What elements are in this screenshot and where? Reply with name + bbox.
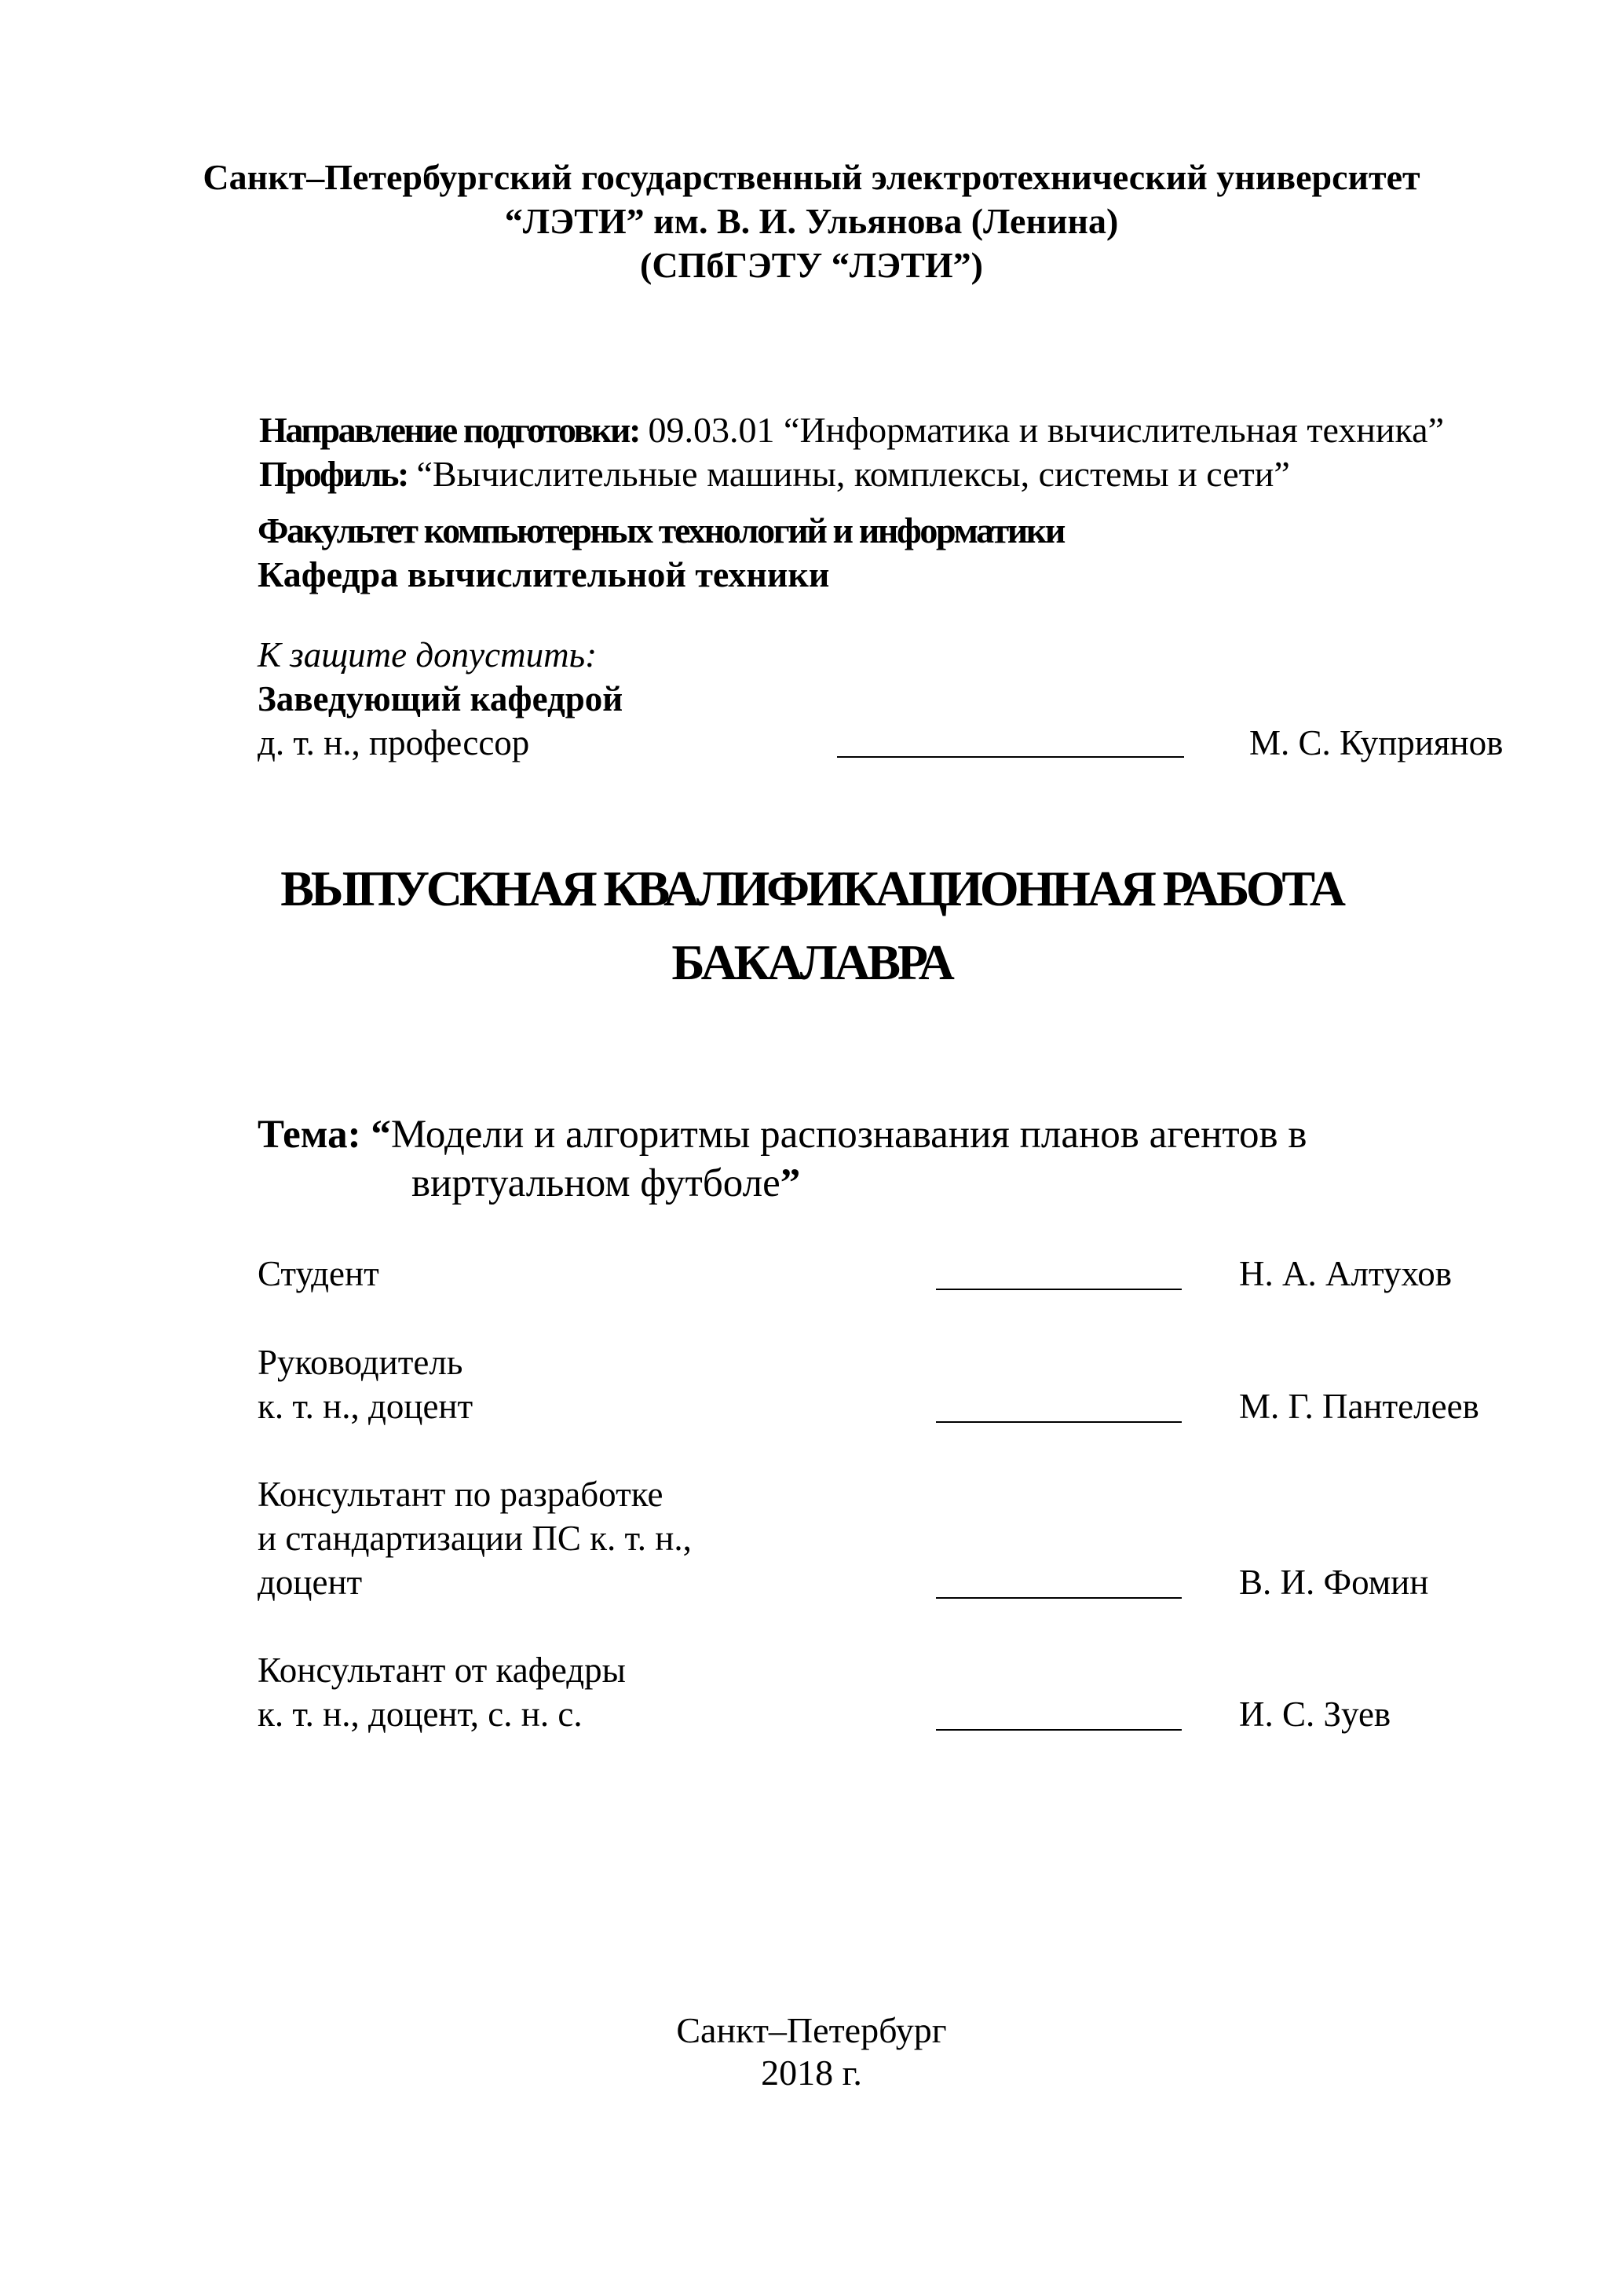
head-signature-line	[837, 756, 1184, 758]
admit-label: К защите допустить:	[258, 635, 598, 675]
work-title-line2: БАКАЛАВРА	[671, 934, 952, 990]
topic-open-quote: “	[360, 1113, 391, 1157]
student-name: Н. А. Алтухов	[1239, 1254, 1453, 1293]
supervisor-signature-line	[936, 1421, 1182, 1423]
consultant2-role: Консультант от кафедры	[258, 1651, 626, 1690]
direction-value: 09.03.01 “Информатика и вычислительная техника”	[639, 410, 1444, 450]
university-abbr: (СПбГЭТУ “ЛЭТИ”)	[640, 245, 983, 285]
student-role: Студент	[258, 1254, 379, 1293]
direction-line	[259, 412, 1444, 448]
topic-label: Тема:	[258, 1113, 361, 1157]
footer-year: 2018 г.	[761, 2053, 862, 2093]
consultant1-signature-line	[936, 1597, 1182, 1599]
consultant1-role: Консультант по разработке	[258, 1475, 663, 1514]
department-name: Кафедра вычислительной техники	[258, 554, 830, 594]
consultant2-degree: к. т. н., доцент, с. н. с.	[258, 1695, 583, 1734]
topic-line2	[411, 1161, 801, 1205]
footer-city: Санкт–Петербург	[676, 2010, 947, 2050]
university-name: Санкт–Петербургский государственный электротехнический университет	[203, 157, 1420, 197]
topic-line1	[258, 1115, 1307, 1155]
direction-label: Направление подготовки:	[259, 410, 640, 450]
consultant1-name: В. И. Фомин	[1239, 1563, 1429, 1602]
topic-close-quote: ”	[780, 1161, 801, 1205]
profile-label: Профиль:	[259, 454, 408, 494]
supervisor-degree: к. т. н., доцент	[258, 1387, 473, 1426]
head-name: М. С. Куприянов	[1249, 723, 1504, 762]
profile-value: “Вычислительные машины, комплексы, системы и сети”	[407, 454, 1290, 494]
topic-text-line2: виртуальном футболе	[411, 1161, 780, 1205]
head-title: Заведующий кафедрой	[258, 679, 623, 718]
supervisor-name: М. Г. Пантелеев	[1239, 1387, 1479, 1426]
student-signature-line	[936, 1289, 1182, 1290]
topic-text-line1: Модели и алгоритмы распознавания планов агентов в	[390, 1113, 1307, 1157]
consultant1-role-cont: и стандартизации ПС к. т. н.,	[258, 1519, 692, 1558]
work-title-line1: ВЫПУСКНАЯ КВАЛИФИКАЦИОННАЯ РАБОТА	[280, 861, 1343, 916]
head-degree: д. т. н., профессор	[258, 723, 530, 762]
supervisor-role: Руководитель	[258, 1343, 463, 1382]
consultant2-signature-line	[936, 1729, 1182, 1731]
profile-line	[259, 456, 1290, 492]
faculty-name: Факультет компьютерных технологий и информатики	[258, 510, 1065, 550]
consultant2-name: И. С. Зуев	[1239, 1695, 1391, 1734]
consultant1-degree: доцент	[258, 1563, 363, 1602]
university-short: “ЛЭТИ” им. В. И. Ульянова (Ленина)	[504, 201, 1119, 241]
